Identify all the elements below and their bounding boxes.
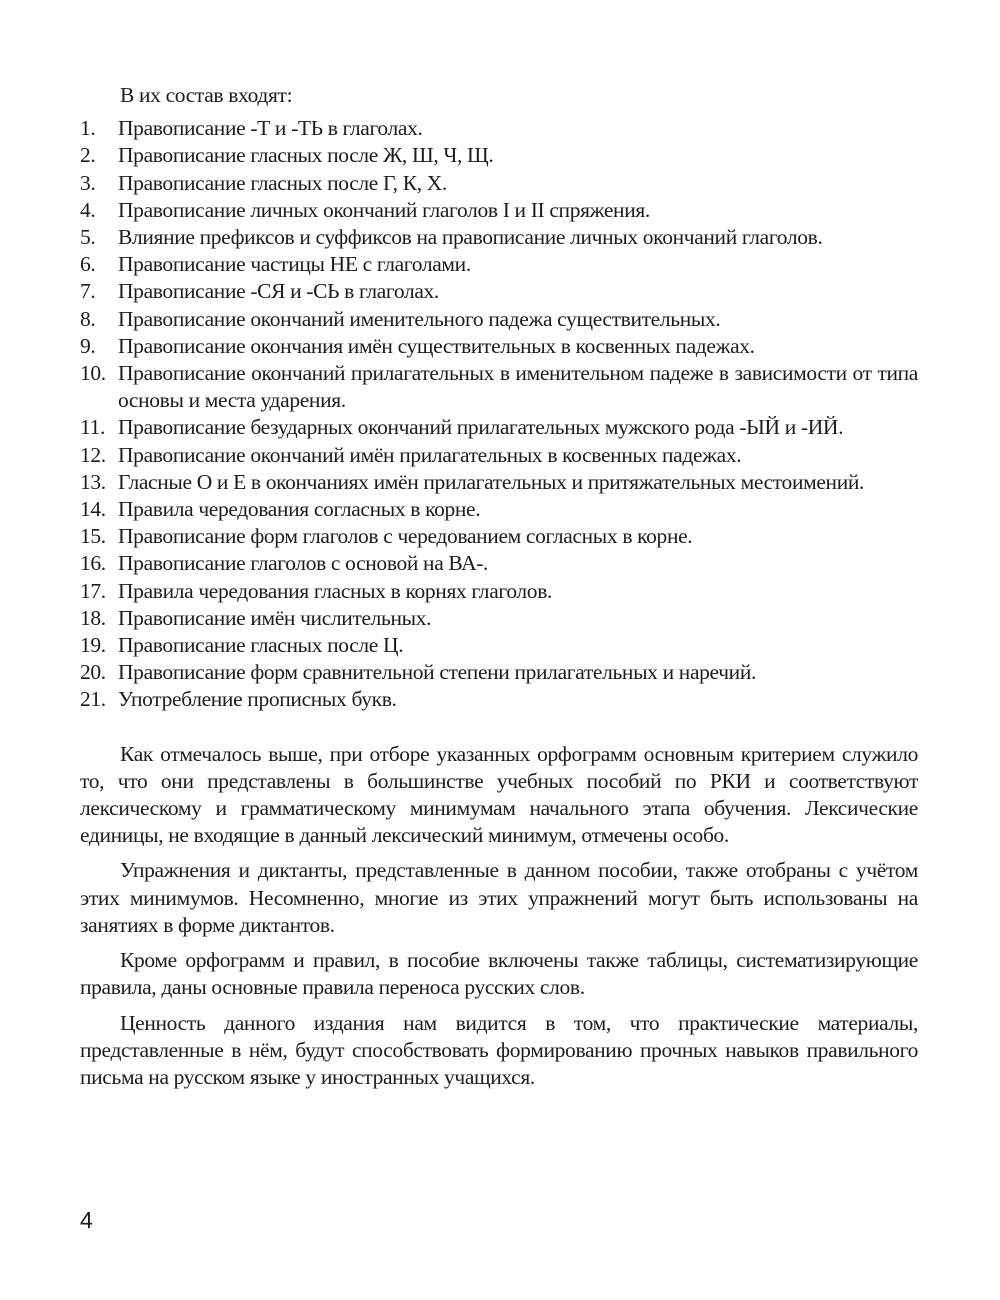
list-item-number: 4. [80, 197, 96, 222]
list-item-number: 7. [80, 279, 96, 304]
list-item-text: Правописание окончаний именительного падежа существительных. [118, 306, 721, 331]
list-item-text: Правила чередования гласных в корнях глаголов. [118, 578, 553, 603]
list-item [80, 197, 918, 224]
list-item [80, 142, 918, 169]
list-item-number: 15. [80, 524, 106, 549]
list-item-number: 19. [80, 633, 106, 658]
list-item-number: 17. [80, 578, 106, 603]
list-item [80, 523, 918, 550]
list-item [80, 686, 918, 713]
list-item [80, 170, 918, 197]
body-text [80, 741, 918, 1091]
list-item-text: Правописание -СЯ и -СЬ в глаголах. [118, 279, 439, 304]
list-item [80, 605, 918, 632]
list-item [80, 333, 918, 360]
list-item [80, 469, 918, 496]
page-number: 4 [80, 1207, 93, 1233]
paragraph: Упражнения и диктанты, представленные в данном пособии, также отобраны с учётом этих минимумов. Несомненно, многие из этих упражнений могут быть использованы на занятиях в форме диктантов. [80, 858, 918, 937]
list-item-number: 3. [80, 170, 96, 195]
list-item-number: 11. [80, 415, 106, 440]
list-item-number: 16. [80, 551, 106, 576]
list-item [80, 306, 918, 333]
list-item-text: Правила чередования согласных в корне. [118, 497, 481, 522]
list-item-text: Правописание окончаний прилагательных в именительном падеже в зависимости от типа основы и места ударения. [118, 361, 918, 413]
list-item-text: Правописание безударных окончаний прилагательных мужского рода -ЫЙ и -ИЙ. [118, 415, 844, 440]
list-item-text: Правописание гласных после Г, К, Х. [118, 170, 447, 195]
list-item-text: Правописание окончания имён существительных в косвенных падежах. [118, 333, 755, 358]
list-item-text: Влияние префиксов и суффиксов на правописание личных окончаний глаголов. [118, 225, 823, 250]
list-item-text: Употребление прописных букв. [118, 687, 397, 712]
list-item-number: 10. [80, 361, 106, 386]
spelling-rules-list [80, 115, 918, 713]
list-item-number: 21. [80, 687, 106, 712]
list-item-number: 12. [80, 442, 106, 467]
list-item-number: 2. [80, 143, 96, 168]
paragraph: Ценность данного издания нам видится в том, что практические материалы, представленные в нём, будут способствовать формированию прочных навыков правильного письма на русском языке у иностранных учащихся. [80, 1010, 918, 1089]
list-item-number: 6. [80, 252, 96, 277]
paragraph: Кроме орфограмм и правил, в пособие включены также таблицы, систематизирующие правила, даны основные правила переноса русских слов. [80, 948, 918, 1000]
list-item-text: Правописание личных окончаний глаголов I и II спряжения. [118, 197, 650, 222]
list-item-text: Правописание гласных после Ц. [118, 633, 404, 658]
list-item-number: 1. [80, 116, 96, 141]
list-item [80, 115, 918, 142]
list-item-text: Гласные О и Е в окончаниях имён прилагательных и притяжательных местоимений. [118, 469, 865, 494]
list-item-number: 8. [80, 306, 96, 331]
list-item-number: 18. [80, 605, 106, 630]
list-item-number: 14. [80, 497, 106, 522]
list-item-text: Правописание форм глаголов с чередованием согласных в корне. [118, 524, 693, 549]
list-item-text: Правописание окончаний имён прилагательных в косвенных падежах. [118, 442, 742, 467]
list-item [80, 224, 918, 251]
list-item-text: Правописание гласных после Ж, Ш, Ч, Щ. [118, 143, 494, 168]
list-item [80, 414, 918, 441]
list-item-number: 5. [80, 225, 96, 250]
list-item [80, 659, 918, 686]
list-item-number: 13. [80, 469, 106, 494]
document-page [80, 82, 918, 1099]
list-item [80, 550, 918, 577]
list-item [80, 632, 918, 659]
list-item [80, 278, 918, 305]
list-item-text: Правописание частицы НЕ с глаголами. [118, 252, 471, 277]
list-item [80, 442, 918, 469]
list-item-text: Правописание -Т и -ТЬ в глаголах. [118, 116, 423, 141]
list-intro: В их состав входят: [120, 83, 293, 107]
list-item-text: Правописание форм сравнительной степени прилагательных и наречий. [118, 660, 756, 685]
list-item-number: 9. [80, 333, 96, 358]
list-item [80, 578, 918, 605]
list-item-number: 20. [80, 660, 106, 685]
list-item [80, 251, 918, 278]
list-item-text: Правописание глаголов с основой на ВА-. [118, 551, 489, 576]
paragraph: Как отмечалось выше, при отборе указанных орфограмм основным критерием служило то, что они представлены в большинстве учебных пособий по РКИ и соответствуют лексическому и грамматическому минимумам начального этапа обучения. Лексические единицы, не входящие в данный лексический минимум, отмечены особо. [80, 741, 918, 848]
list-item [80, 360, 918, 414]
list-item-text: Правописание имён числительных. [118, 605, 432, 630]
list-item [80, 496, 918, 523]
